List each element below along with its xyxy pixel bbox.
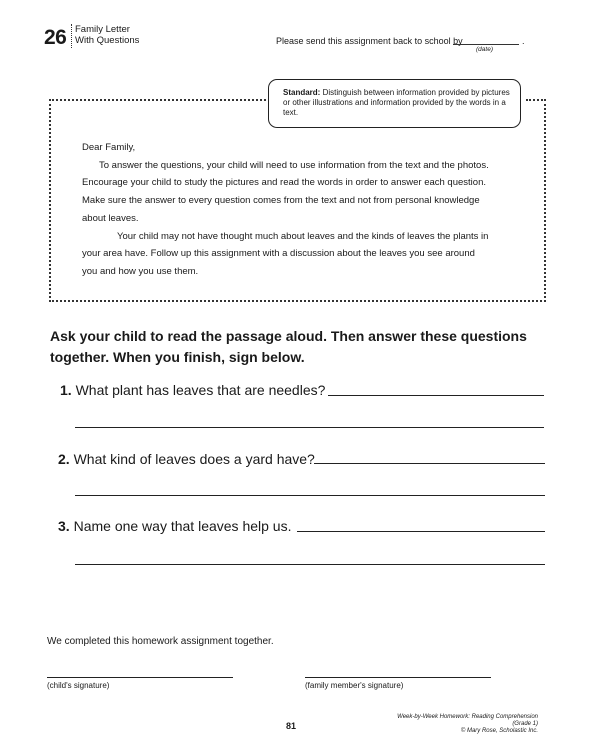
question-1-number: 1. xyxy=(60,382,72,398)
question-1-text: What plant has leaves that are needles? xyxy=(75,382,326,398)
instructions: Ask your child to read the passage aloud. Then answer these questions together. When you finish, sign below. xyxy=(50,328,527,365)
child-signature-line[interactable] xyxy=(47,677,233,678)
header-divider xyxy=(71,24,72,48)
answer-1-line-2[interactable] xyxy=(75,427,544,428)
child-signature-label: (child's signature) xyxy=(47,681,110,690)
question-1 xyxy=(60,382,325,398)
letter-paragraph-2: Your child may not have thought much about leaves and the kinds of leaves the plants in your area have. Follow up this assignment with a discussion about the leaves you see around you and how you use them. xyxy=(82,230,489,277)
footer-copyright: © Mary Rose, Scholastic Inc. xyxy=(460,728,538,734)
family-signature-line[interactable] xyxy=(305,677,491,678)
answer-2-line-1[interactable] xyxy=(314,463,545,464)
answer-2-line-2[interactable] xyxy=(75,495,545,496)
lesson-title xyxy=(75,24,139,46)
letter-frame-right xyxy=(544,99,546,302)
letter-frame-left xyxy=(49,99,51,302)
footer-book-title: Week-by-Week Homework: Reading Comprehension (Grade 1) xyxy=(397,714,538,727)
send-back-text: Please send this assignment back to school by xyxy=(276,36,463,46)
standard-label: Standard: xyxy=(283,88,321,97)
page-number: 81 xyxy=(286,721,297,731)
letter-frame-top xyxy=(49,99,270,101)
letter-frame-top-right xyxy=(526,99,546,101)
footer-credit xyxy=(380,714,538,735)
family-signature-label: (family member's signature) xyxy=(305,681,404,690)
letter-frame-bottom xyxy=(49,300,546,302)
question-2 xyxy=(58,451,315,467)
lesson-number: 26 xyxy=(44,26,67,49)
question-3 xyxy=(58,518,291,534)
letter-greeting: Dear Family, xyxy=(82,142,136,153)
date-field[interactable] xyxy=(453,44,519,45)
completed-statement: We completed this homework assignment together. xyxy=(47,636,274,647)
date-period: . xyxy=(522,36,525,46)
question-3-number: 3. xyxy=(58,518,70,534)
question-2-text: What kind of leaves does a yard have? xyxy=(73,451,315,467)
question-2-number: 2. xyxy=(58,451,70,467)
family-letter xyxy=(82,139,492,281)
standard-box xyxy=(268,79,521,128)
answer-3-line-2[interactable] xyxy=(75,564,545,565)
question-3-text: Name one way that leaves help us. xyxy=(73,518,292,534)
answer-1-line-1[interactable] xyxy=(328,395,544,396)
answer-3-line-1[interactable] xyxy=(297,531,545,532)
lesson-title-line2: With Questions xyxy=(75,35,140,46)
lesson-title-line1: Family Letter xyxy=(75,24,130,35)
standard-text: Distinguish between information provided by pictures or other illustrations and information provided by the words in a text. xyxy=(283,88,510,117)
date-label: (date) xyxy=(476,46,493,53)
letter-paragraph-1: To answer the questions, your child will need to use information from the text and the photos. Encourage your child to study the pictures and read the words in order to answer each question. Make sure the answer to every question comes from the text and not from personal knowledge about leaves. xyxy=(82,159,489,224)
